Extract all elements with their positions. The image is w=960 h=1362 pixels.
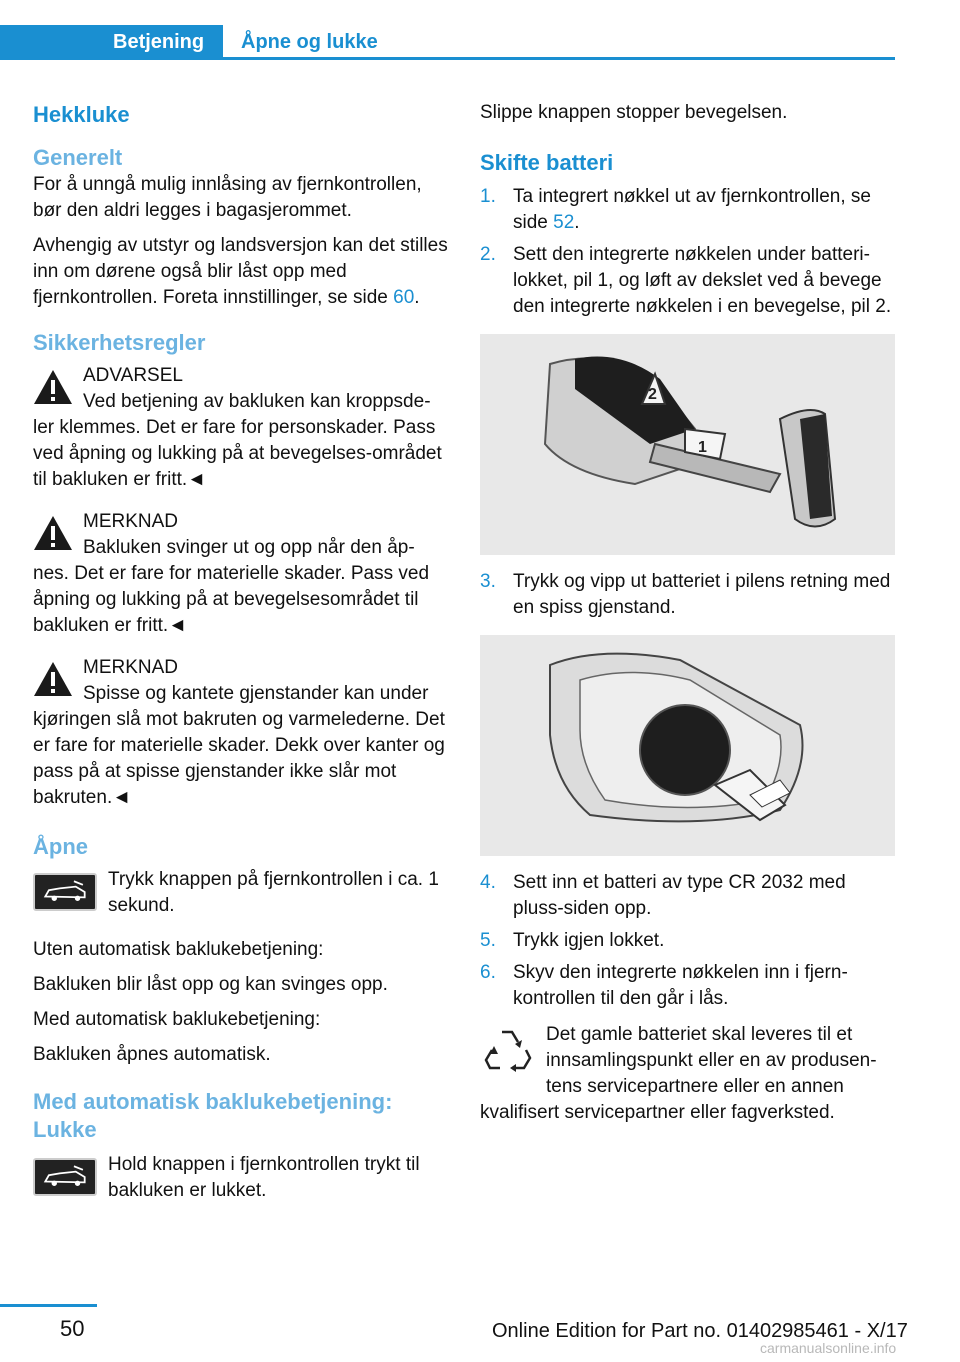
section-title-hekkluke: Hekkluke (33, 102, 130, 127)
button-instruction-apne: Trykk knappen på fjernkontrollen i ca. 1 sekund. (33, 867, 448, 923)
edition-text: Online Edition for Part no. 01402985461 - X/17 (492, 1320, 908, 1342)
page-link-52[interactable]: 52 (553, 212, 575, 233)
arrow-label-2: 2 (648, 386, 657, 403)
right-column (480, 100, 895, 1135)
recycle-icon (482, 1026, 534, 1078)
illustration-battery (480, 635, 895, 856)
heading-apne: Åpne (33, 834, 88, 859)
footer-rule (0, 1304, 97, 1307)
paragraph-generelt-2: Avhengig av utstyr og landsversjon kan det stilles inn om dørene også blir låst opp med fjernkontrollen. Foreta innstillinger, se side 60. (33, 235, 448, 308)
button-instruction-lukke: Hold knappen i fjernkontrollen trykt til bakluken er lukket. (33, 1152, 448, 1208)
warning-advarsel: ADVARSEL Ved betjening av bakluken kan kroppsde- ler klemmes. Det er fare for personskader. Pass ved åpning og lukking på at bevegelses-området til bakluken er fritt.◄ (33, 363, 448, 493)
heading-lukke: Med automatisk baklukebetjening: Lukke (33, 1089, 393, 1142)
list-item: 6. Skyv den integrerte nøkkelen inn i fjern-kontrollen til den går i lås. (480, 962, 848, 1009)
tailgate-button-icon (33, 1158, 97, 1196)
heading-generelt: Generelt (33, 145, 123, 170)
paragraph-generelt-1: For å unngå mulig innlåsing av fjernkontrollen, bør den aldri legges i bagasjerommet. (33, 174, 422, 221)
arrow-label-1: 1 (698, 439, 707, 456)
warning-label: ADVARSEL (83, 365, 183, 386)
warning-triangle-icon (33, 515, 73, 551)
warning-triangle-icon (33, 369, 73, 405)
list-item: 5. Trykk igjen lokket. (480, 930, 665, 951)
left-column: Hekkluke Generelt For å unngå mulig innlåsing av fjernkontrollen, bør den aldri legges i bagasjerommet. Avhengig av utstyr og landsversjon kan det stilles inn om dørene også blir låst opp med fjernkontrollen. Foreta innstillinger, se side 60. Sikkerhetsregler ADVARSEL Ved betjening av bakluken kan kroppsde- ler klemmes. Det er fare for personskader. Pass ved åpning og lukking på at bevegelses-området til bakluken er fritt.◄ MERKNAD Bakluken svinger ut og opp når den åp- nes. Det er fare for materielle skader. Pass ved åpning og lukking på at bevegelsesområdet til bakluken er fritt.◄ MERKNAD Spisse og kantete gjenstander kan under kjøringen slå mot bakruten og varmelederne. Det er fare for materielle skader. Dekk over kanter og pass på at spisse gjenstander ikke slår mot bakruten.◄ Åpne Trykk knappen på fjernkontrollen i ca. 1 sekund. Uten automatisk baklukebetjening: Bakluken blir låst opp og kan svinges opp. Med automatisk baklukebetjening: Bakluken åpnes automatisk. Med automatisk baklukebetjening: Lukke Hold knappen i fjernkontrollen trykt til bakluken er lukket. (33, 100, 448, 1222)
steps-list (480, 184, 895, 320)
header-tabs (0, 25, 895, 60)
warning-merknad-2: MERKNAD Spisse og kantete gjenstander kan under kjøringen slå mot bakruten og varmelederne. Det er fare for materielle skader. Dekk over kanter og pass på at spisse gjenstander ikke slår mot bakruten.◄ (33, 655, 448, 811)
warning-label: MERKNAD (83, 657, 179, 678)
battery-illustration (480, 635, 895, 856)
list-item: 3. Trykk og vipp ut batteriet i pilens retning med en spiss gjenstand. (480, 571, 891, 618)
key-cover-illustration (480, 334, 895, 555)
list-item: 4. Sett inn et batteri av type CR 2032 med pluss-siden opp. (480, 872, 846, 919)
heading-skifte-batteri: Skifte batteri (480, 150, 614, 175)
paragraph-intro: Slippe knappen stopper bevegelsen. (480, 102, 788, 123)
page-number: 50 (60, 1316, 85, 1341)
tab-apne-og-lukke[interactable]: Åpne og lukke (223, 25, 895, 60)
recycle-note: Det gamle batteriet skal leveres til et innsamlingspunkt eller en av produsen-tens servicepartnere eller en annen kvalifisert servicepartner eller fagverksted. (480, 1024, 877, 1123)
list-item: 1. Ta integrert nøkkel ut av fjernkontrollen, se side 52. (480, 186, 872, 233)
watermark: carmanualsonline.info (760, 1340, 897, 1356)
heading-sikkerhetsregler: Sikkerhetsregler (33, 330, 206, 355)
illustration-key-cover (480, 334, 895, 555)
tailgate-button-icon (33, 873, 97, 911)
list-item: 2. Sett den integrerte nøkkelen under batteri-lokket, pil 1, og løft av dekslet ved å bevege den integrerte nøkkelen i en bevegelse, pil 2. (480, 244, 892, 317)
tab-betjening[interactable]: Betjening (0, 25, 223, 60)
warning-merknad-1: MERKNAD Bakluken svinger ut og opp når den åp- nes. Det er fare for materielle skader. Pass ved åpning og lukking på at bevegelsesområdet til bakluken er fritt.◄ (33, 509, 448, 639)
warning-label: MERKNAD (83, 511, 179, 532)
warning-triangle-icon (33, 661, 73, 697)
page-link-60[interactable]: 60 (393, 287, 415, 308)
